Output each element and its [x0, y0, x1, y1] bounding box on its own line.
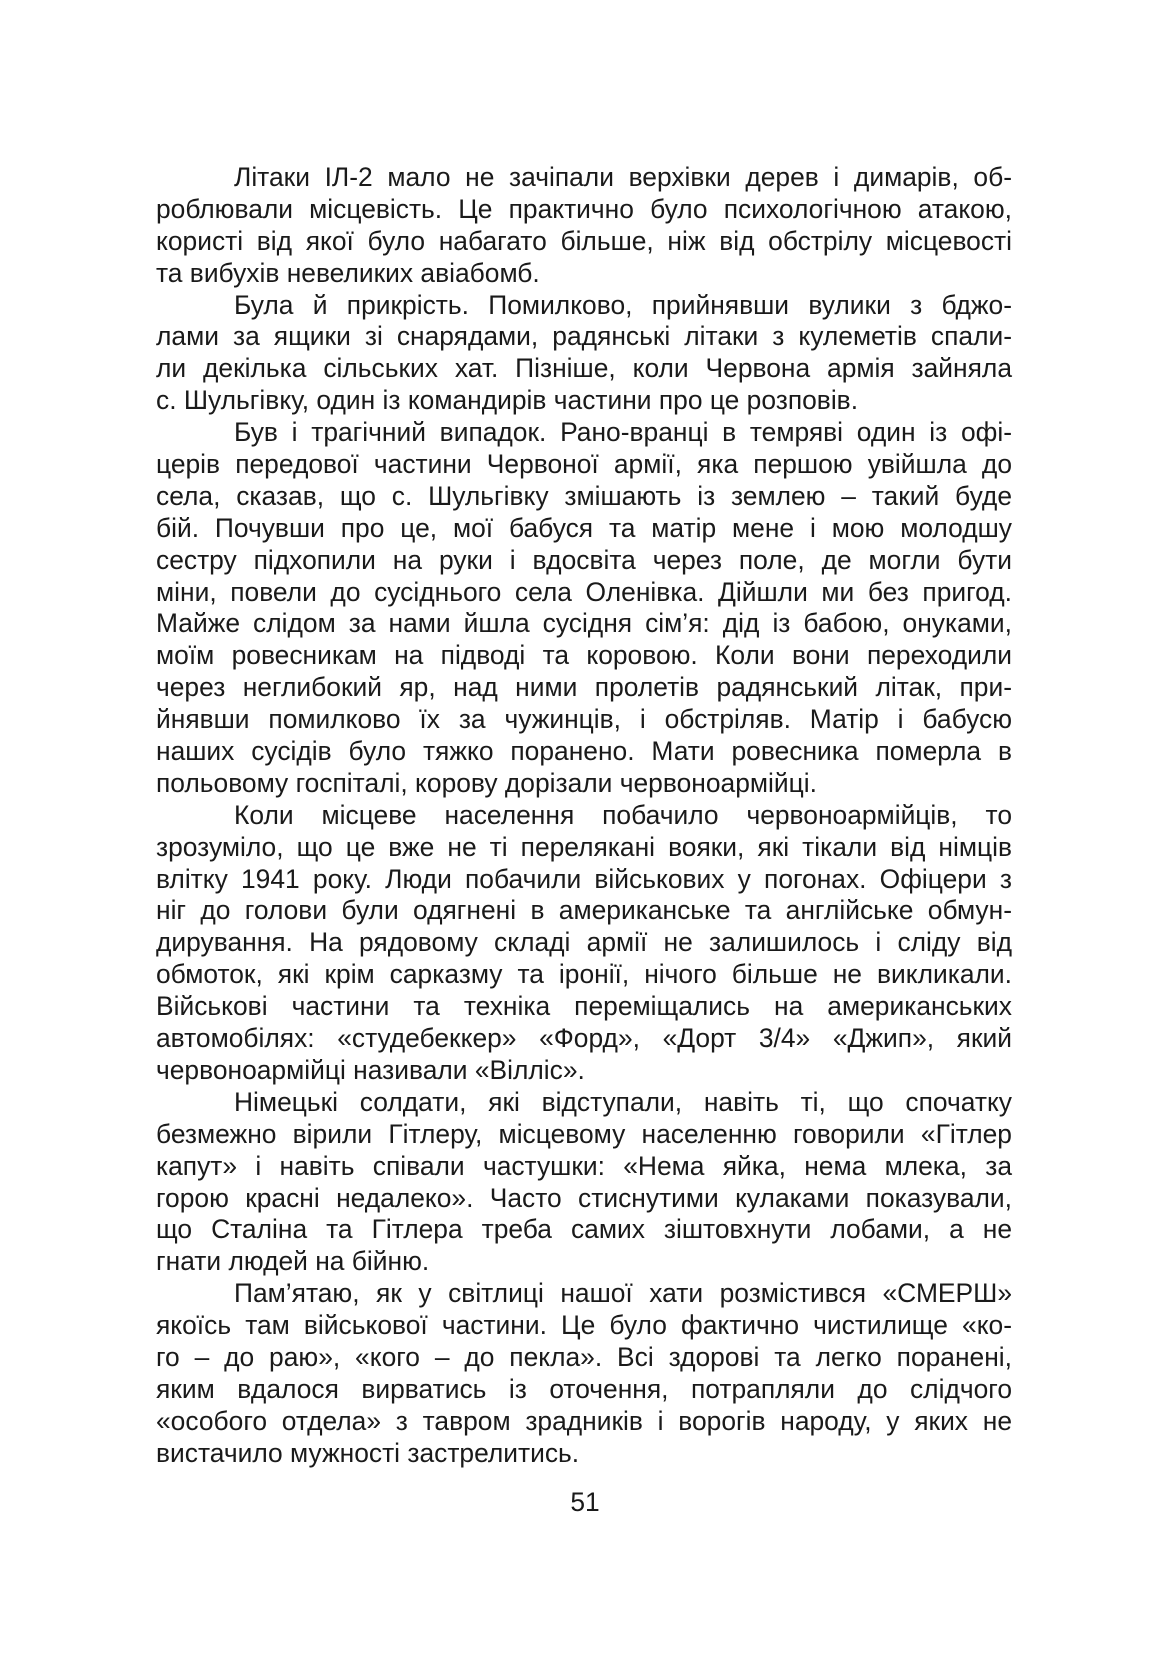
text-line: наших сусідів було тяжко поранено. Мати ровесника померла в [156, 736, 1012, 767]
text-line: «особого отдела» з тавром зрадників і ворогів народу, у яких не [156, 1405, 1012, 1436]
text-line: вистачило мужності застрелитись. [156, 1437, 580, 1468]
text-line: якоїсь там військової частини. Це було фактично чистилище «ко- [156, 1310, 1012, 1341]
paragraph [156, 290, 1012, 418]
paragraph [156, 1087, 1012, 1278]
text-line: гнати людей на бійню. [156, 1246, 430, 1277]
paragraph [156, 417, 1012, 800]
text-line: червоноармійці називали «Вілліс». [156, 1054, 585, 1085]
text-line: ли декілька сільських хат. Пізніше, коли Червона армія зайняла [156, 353, 1012, 384]
text-line: Літаки ІЛ-2 мало не зачіпали верхівки дерев і димарів, об- [234, 162, 1012, 192]
page-number: 51 [570, 1487, 600, 1517]
text-line: горою красні недалеко». Часто стиснутими кулаками показували, [156, 1182, 1012, 1213]
text-line: автомобілях: «студебеккер» «Форд», «Дорт 3/4» «Джип», який [156, 1023, 1012, 1054]
text-line: влітку 1941 року. Люди побачили військових у погонах. Офіцери з [156, 863, 1012, 894]
text-line: що Сталіна та Гітлера треба самих зіштовхнути лобами, а не [156, 1214, 1012, 1245]
text-line: міни, повели до сусіднього села Оленівка. Дійшли ми без пригод. [156, 576, 1012, 607]
text-line: обмоток, які крім сарказму та іронії, нічого більше не викликали. [156, 959, 1012, 990]
text-line: с. Шульгівку, один із командирів частини про це розповів. [156, 385, 859, 416]
text-line: через неглибокий яр, над ними пролетів радянський літак, при- [156, 672, 1012, 703]
text-line: Коли місцеве населення побачило червоноармійців, то [234, 799, 1012, 830]
text-line: польовому госпіталі, корову дорізали червоноармійці. [156, 767, 817, 798]
text-line: бій. Почувши про це, мої бабуся та матір мене і мою молодшу [156, 512, 1012, 543]
text-line: Німецькі солдати, які відступали, навіть ті, що спочатку [234, 1086, 1012, 1117]
text-line: Майже слідом за нами йшла сусідня сім’я: дід із бабою, онуками, [156, 608, 1012, 639]
text-line: Пам’ятаю, як у світлиці нашої хати розмістився «СМЕРШ» [234, 1278, 1012, 1309]
text-line: капут» і навіть співали частушки: «Нема яйка, нема млека, за [156, 1150, 1012, 1181]
text-line: безмежно вірили Гітлеру, місцевому населенню говорили «Гітлер [156, 1118, 1012, 1149]
text-line: села, сказав, що с. Шульгівку змішають із землею – такий буде [156, 480, 1012, 511]
text-line: Була й прикрість. Помилково, прийнявши вулики з бджо- [234, 289, 1012, 320]
text-line: Військові частини та техніка переміщались на американських [156, 991, 1012, 1022]
text-line: сестру підхопили на руки і вдосвіта через поле, де могли бути [156, 544, 1012, 575]
paragraph [156, 162, 1012, 290]
text-line: та вибухів невеликих авіабомб. [156, 257, 540, 288]
text-line: йнявши помилково їх за чужинців, і обстріляв. Матір і бабусю [156, 704, 1012, 735]
text-line: зрозуміло, що це вже не ті перелякані вояки, які тікали від німців [156, 831, 1012, 862]
paragraph [156, 800, 1012, 1087]
text-line: го – до раю», «кого – до пекла». Всі здорові та легко поранені, [156, 1341, 1012, 1372]
text-line: церів передової частини Червоної армії, яка першою увійшла до [156, 449, 1012, 480]
text-line: моїм ровесникам на підводі та коровою. Коли вони переходили [156, 640, 1012, 671]
text-line: дирування. На рядовому складі армії не залишилось і сліду від [156, 927, 1012, 958]
body-text [156, 162, 1012, 1470]
text-line: роблювали місцевість. Це практично було психологічною атакою, [156, 193, 1012, 224]
paragraph [156, 1278, 1012, 1469]
text-line: Був і трагічний випадок. Рано-вранці в темряві один із офі- [234, 417, 1012, 448]
text-line: яким вдалося вирватись із оточення, потрапляли до слідчого [156, 1373, 1012, 1404]
text-line: користі від якої було набагато більше, ніж від обстрілу місцевості [156, 225, 1012, 256]
text-line: лами за ящики зі снарядами, радянські літаки з кулеметів спали- [156, 321, 1012, 352]
text-line: ніг до голови були одягнені в американське та англійське обмун- [156, 895, 1012, 926]
